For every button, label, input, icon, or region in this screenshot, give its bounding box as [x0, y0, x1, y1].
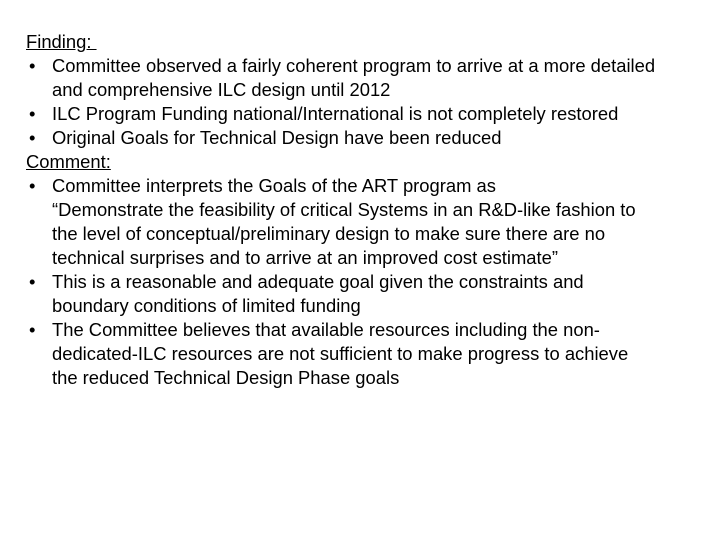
finding-item-3-line-1: Original Goals for Technical Design have been reduced — [52, 127, 502, 148]
bullet-icon: • — [29, 271, 36, 292]
slide-body — [26, 30, 716, 390]
comment-heading: Comment: — [26, 151, 111, 172]
finding-item-2-line-1: ILC Program Funding national/International is not completely restored — [52, 103, 619, 124]
comment-item-1-line-1: Committee interprets the Goals of the ART program as — [52, 175, 496, 196]
finding-item-1-line-2: and comprehensive ILC design until 2012 — [52, 79, 391, 100]
comment-item — [26, 174, 716, 270]
bullet-icon: • — [29, 103, 36, 124]
comment-item-1-line-2: “Demonstrate the feasibility of critical Systems in an R&D-like fashion to — [52, 199, 636, 220]
finding-list — [26, 54, 716, 150]
bullet-icon: • — [29, 175, 36, 196]
comment-item-1-line-4: technical surprises and to arrive at an improved cost estimate” — [52, 247, 558, 268]
finding-heading: Finding: — [26, 31, 97, 52]
bullet-icon: • — [29, 55, 36, 76]
comment-item-3-line-3: the reduced Technical Design Phase goals — [52, 367, 400, 388]
comment-item-2-line-2: boundary conditions of limited funding — [52, 295, 361, 316]
comment-item — [26, 318, 716, 390]
comment-item-3-line-2: dedicated-ILC resources are not sufficient to make progress to achieve — [52, 343, 629, 364]
comment-list — [26, 174, 716, 390]
comment-item-3-line-1: The Committee believes that available resources including the non- — [52, 319, 600, 340]
comment-item-2-line-1: This is a reasonable and adequate goal given the constraints and — [52, 271, 584, 292]
comment-item — [26, 270, 716, 318]
comment-item-1-line-3: the level of conceptual/preliminary design to make sure there are no — [52, 223, 606, 244]
bullet-icon: • — [29, 127, 36, 148]
finding-item — [26, 54, 716, 102]
finding-item — [26, 126, 716, 150]
bullet-icon: • — [29, 319, 36, 340]
finding-item-1-line-1: Committee observed a fairly coherent program to arrive at a more detailed — [52, 55, 656, 76]
finding-item — [26, 102, 716, 126]
